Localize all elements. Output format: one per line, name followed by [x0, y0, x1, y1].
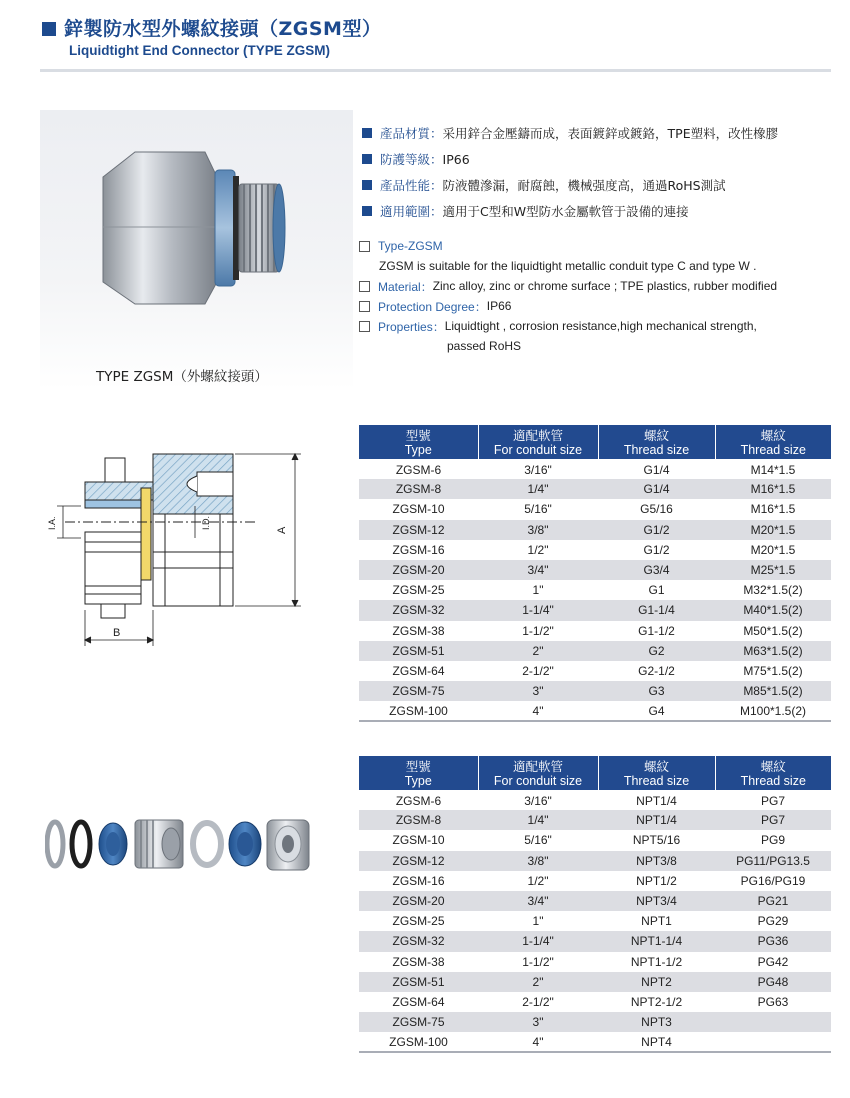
square-bullet-icon — [362, 154, 372, 164]
table-row: ZGSM-20 3/4" G3/4 M25*1.5 — [359, 560, 831, 580]
table-row: ZGSM-38 1-1/2" G1-1/2 M50*1.5(2) — [392, 623, 803, 638]
exploded-parts-photo — [45, 808, 315, 878]
square-bullet-icon — [362, 128, 372, 138]
table-row: ZGSM-8 1/4" NPT1/4 PG7 — [359, 810, 831, 830]
table-row: ZGSM-32 1-1/4" G1-1/4 M40*1.5(2) — [359, 600, 831, 620]
spec-en-properties: Properties： Liquidtight , corrosion resistance,high mechanical strength, — [359, 316, 829, 336]
table-row: ZGSM-16 1/2" NPT1/2 PG16/PG19 — [392, 873, 806, 888]
table-row: ZGSM-75 3" G3 M85*1.5(2) — [359, 681, 831, 701]
product-photo-panel — [40, 110, 353, 390]
table-row: ZGSM-32 1-1/4" NPT1-1/4 PG36 — [359, 931, 831, 951]
dimension-label-id: I.D. — [201, 515, 211, 530]
header-thread-size: 螺紋 Thread size — [598, 425, 715, 459]
table-row: ZGSM-51 2" G2 M63*1.5(2) — [359, 641, 831, 661]
spec-zh-material: 產品材質： 采用鋅合金壓鑄而成，表面鍍鋅或鍍鉻，TPE塑料，改性橡膠 — [362, 120, 832, 146]
technical-drawing — [45, 440, 315, 655]
table-row: ZGSM-12 3/8" NPT3/8 PG11/PG13.5 — [359, 851, 831, 871]
title-square-icon — [42, 22, 56, 36]
table-row: ZGSM-64 2-1/2" NPT2-1/2 PG63 — [392, 994, 789, 1009]
spec-en-protection: Protection Degree： IP66 — [359, 296, 829, 316]
spec-zh-application: 適用範圍： 適用于C型和W型防水金屬軟管于設備的連接 — [362, 198, 832, 224]
page-title-en: Liquidtight End Connector (TYPE ZGSM) — [69, 43, 330, 58]
checkbox-square-icon — [359, 241, 370, 252]
dimension-label-ia: I.A. — [47, 516, 57, 530]
table-row: ZGSM-16 1/2" G1/2 M20*1.5 — [392, 542, 796, 557]
table-row: ZGSM-6 3/16" G1/4 M14*1.5 — [395, 463, 796, 478]
spec-table-metric — [359, 425, 831, 722]
table-row: ZGSM-75 3" NPT3 — [359, 1012, 831, 1032]
checkbox-square-icon — [359, 301, 370, 312]
header-conduit-size: 適配軟管 For conduit size — [478, 425, 598, 459]
table-row: ZGSM-64 2-1/2" G2-1/2 M75*1.5(2) — [392, 663, 803, 678]
table-row: ZGSM-25 1" G1 M32*1.5(2) — [392, 583, 803, 598]
header-divider — [40, 69, 831, 72]
spec-zh-performance: 產品性能： 防液體滲漏，耐腐蝕，機械强度高，通過RoHS測試 — [362, 172, 832, 198]
spec-zh-protection: 防護等級： IP66 — [362, 146, 832, 172]
table-row: ZGSM-8 1/4" G1/4 M16*1.5 — [359, 479, 831, 499]
table-row: ZGSM-6 3/16" NPT1/4 PG7 — [395, 794, 785, 809]
square-bullet-icon — [362, 180, 372, 190]
checkbox-square-icon — [359, 321, 370, 332]
table-row: ZGSM-20 3/4" NPT3/4 PG21 — [359, 891, 831, 911]
dimension-label-a: A — [276, 526, 288, 534]
table-row: ZGSM-51 2" NPT2 PG48 — [359, 972, 831, 992]
page-title-zh: 鋅製防水型外螺紋接頭（ZGSM型） — [64, 18, 382, 40]
square-bullet-icon — [362, 206, 372, 216]
product-caption: TYPE ZGSM（外螺紋接頭） — [96, 369, 268, 385]
header-thread-size-npt: 螺紋 Thread size — [598, 756, 715, 790]
table-row: ZGSM-25 1" NPT1 PG29 — [392, 914, 789, 929]
header-conduit-size: 適配軟管 For conduit size — [478, 756, 598, 790]
table-row: ZGSM-10 5/16" G5/16 M16*1.5 — [392, 502, 796, 517]
header-thread-size-pg: 螺紋 Thread size — [715, 756, 831, 790]
table-row: ZGSM-12 3/8" G1/2 M20*1.5 — [359, 520, 831, 540]
header-type: 型號 Type — [359, 425, 478, 459]
spec-table-npt — [359, 756, 831, 1053]
spec-en-material: Material： Zinc alloy, zinc or chrome surface ; TPE plastics, rubber modified — [359, 276, 829, 296]
table-row: ZGSM-100 4" G4 M100*1.5(2) — [359, 701, 831, 721]
table-header-row — [359, 756, 831, 790]
dimension-label-b: B — [113, 627, 121, 639]
checkbox-square-icon — [359, 281, 370, 292]
table-header-row — [359, 425, 831, 459]
header-type: 型號 Type — [359, 756, 478, 790]
specs-en-list — [359, 236, 829, 356]
spec-en-properties-cont: passed RoHS — [447, 339, 522, 353]
header-thread-size-metric: 螺紋 Thread size — [715, 425, 831, 459]
table-row: ZGSM-100 4" NPT4 — [359, 1032, 831, 1052]
table-row: ZGSM-38 1-1/2" NPT1-1/2 PG42 — [392, 954, 789, 969]
table-row: ZGSM-10 5/16" NPT5/16 PG9 — [392, 833, 785, 848]
specs-zh-list — [362, 120, 832, 224]
spec-en-type: Type-ZGSM — [359, 236, 829, 256]
connector-photo — [95, 132, 295, 322]
spec-en-type-desc: ZGSM is suitable for the liquidtight metallic conduit type C and type W . — [379, 259, 757, 273]
